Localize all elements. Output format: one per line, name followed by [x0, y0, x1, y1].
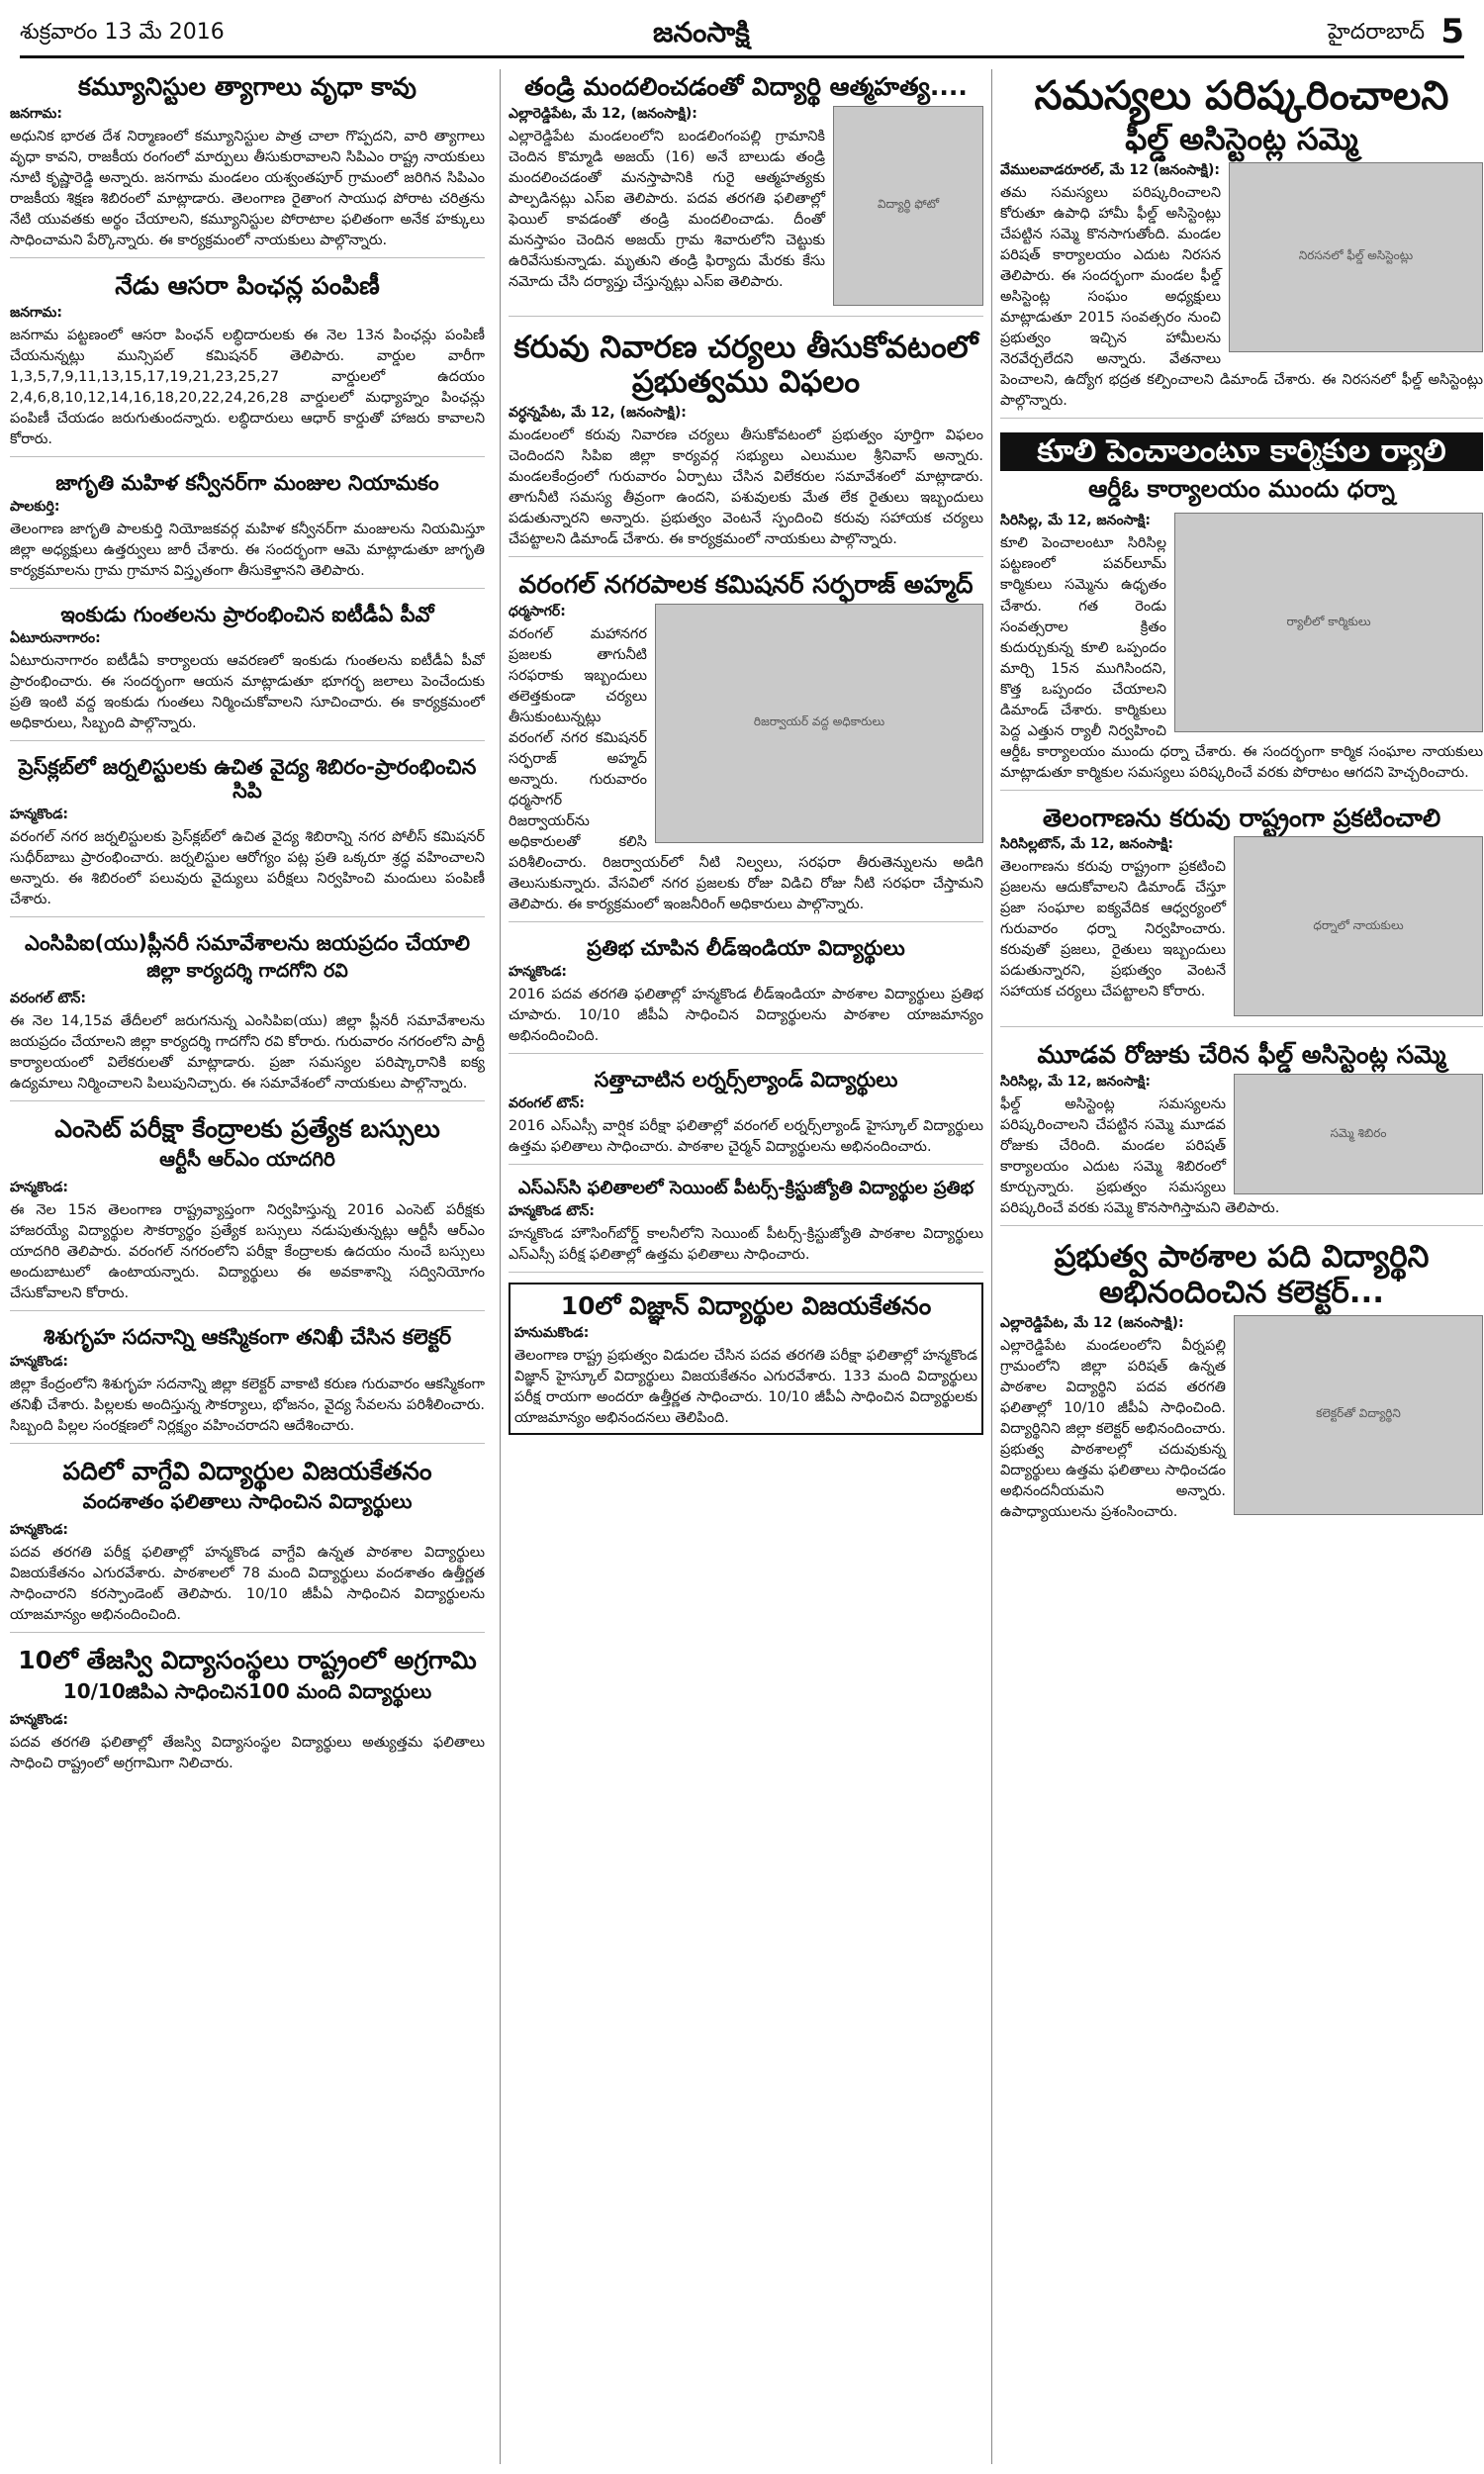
article-body: ఎల్లారెడ్డిపేట మండలంలోని వీర్నపల్లి గ్రామంలోని జిల్లా పరిషత్ ఉన్నత పాఠశాల విద్యార్థిని పదవ తరగతి ఫలితాల్లో 10/10 జీపీఏ సాధించింది. విద్యార్థినిని జిల్లా కలెక్టర్ అభినందించారు. ప్రభుత్వ పాఠశాలల్లో చదువుకున్న విద్యార్థులు ఉత్తమ ఫలితాలు సాధించడం అభినందనీయమని అన్నారు. ఉపాధ్యాయులను ప్రశంసించారు. [1000, 1337, 1226, 1520]
article-body: 2016 పదవ తరగతి ఫలితాల్లో హన్మకొండ లీడ్ఇండియా పాఠశాల విద్యార్థులు ప్రతిభ చూపారు. 10/10 జీపీఏ సాధించిన విద్యార్థులను పాఠశాల యాజమాన్యం అభినందించింది. [509, 987, 983, 1045]
subheadline: ఆర్టీసీ ఆర్ఎం యాదగిరి [159, 1147, 335, 1172]
headline: ప్రెస్‌క్లబ్‌లో జర్నలిస్టులకు ఉచిత వైద్య శిబిరం-ప్రారంభించిన సిపి [18, 755, 477, 804]
article [1000, 428, 1483, 791]
article [509, 327, 983, 557]
headline: శిశుగృహ సదనాన్ని ఆకస్మికంగా తనిఖీ చేసిన కలెక్టర్ [43, 1325, 452, 1350]
news-photo: సమ్మె శిబిరం [1234, 1074, 1483, 1194]
article [1000, 1037, 1483, 1226]
newspaper-brand: జనంసాక్షి [653, 16, 750, 48]
dateline: హనుమకొండ: [514, 1324, 590, 1341]
article-body: 2016 ఎస్ఎస్సీ వార్షిక పరీక్షా ఫలితాల్లో వరంగల్ లర్నర్స్‌ల్యాండ్ హైస్కూల్ విద్యార్థులు ఉత్తమ ఫలితాలు సాధించారు. పాఠశాల చైర్మన్ విద్యార్థులను అభినందించారు. [509, 1118, 983, 1156]
article-body: వరంగల్ నగర జర్నలిస్టులకు ప్రెస్‌క్లబ్‌లో ఉచిత వైద్య శిబిరాన్ని నగర పోలీస్ కమిషనర్ సుధీర్‌బాబు ప్రారంభించారు. జర్నలిస్టుల ఆరోగ్యం పట్ల ప్రతి ఒక్కరూ శ్రద్ధ వహించాలని అన్నారు. ఈ శిబిరంలో పలువురు వైద్యులు పరీక్షలు నిర్వహించి మందులు పంపిణీ చేశారు. [10, 829, 485, 908]
article [509, 1175, 983, 1273]
dateline: వర్ధన్నపేట, మే 12, (జనంసాక్షి): [509, 405, 687, 422]
news-photo: ర్యాలీలో కార్మికులు [1174, 513, 1483, 732]
news-photo: ధర్నాలో నాయకులు [1234, 836, 1483, 1016]
article-body: ఏటూరునాగారం ఐటీడీఏ కార్యాలయ ఆవరణలో ఇంకుడు గుంతలను ఐటీడీఏ పీవో ప్రారంభించారు. ఈ సందర్భంగా ఆయన మాట్లాడుతూ భూగర్భ జలాలు పెంచేందుకు ప్రతి ఇంటి వద్ద ఇంకుడు గుంతలు నిర్మించుకోవాలని సూచించారు. ఈ కార్యక్రమంలో అధికారులు, సిబ్బంది పాల్గొన్నారు. [10, 653, 485, 732]
headline: మూడవ రోజుకు చేరిన ఫీల్డ్ అసిస్టెంట్ల సమ్మె [1037, 1040, 1446, 1070]
headline: ఎస్ఎస్‌సి ఫలితాలలో సెయింట్ పీటర్స్-క్రిస్టుజ్యోతి విద్యార్థుల ప్రతిభ [517, 1178, 974, 1199]
headline: తెలంగాణను కరువు రాష్ట్రంగా ప్రకటించాలి [1042, 803, 1441, 832]
headline: ఎంసిపిఐ(యు)ప్లీనరీ సమావేశాలను జయప్రదం చేయాలి [25, 931, 470, 956]
article [10, 467, 485, 589]
dateline: ఎల్లారెడ్డిపేట, మే 12 (జనంసాక్షి): [1000, 1314, 1184, 1331]
headline: 10లో తేజస్వి విద్యాసంస్థలు రాష్ట్రంలో అగ్రగామి [18, 1646, 477, 1675]
article-body: ఎల్లారెడ్డిపేట మండలంలోని బండలింగంపల్లి గ్రామానికి చెందిన కొమ్మాడి అజయ్ (16) అనే బాలుడు తండ్రి మందలించడంతో మనస్తాపానికి గురై ఆత్మహత్యకు పాల్పడినట్లు ఎస్ఐ తెలిపారు. పదవ తరగతి ఫలితాల్లో ఫెయిల్ కావడంతో తండ్రి మందలించాడు. దీంతో మనస్తాపం చెందిన అజయ్ గ్రామ శివారులోని చెట్టుకు ఉరివేసుకున్నాడు. మృతుని తండ్రి ఫిర్యాదు మేరకు కేసు నమోదు చేసి దర్యాప్తు చేస్తున్నట్లు ఎస్ఐ తెలిపారు. [509, 128, 825, 290]
news-photo: కలెక్టర్‌తో విద్యార్థిని [1234, 1315, 1483, 1515]
dateline: ధర్మసాగర్: [509, 603, 566, 619]
edition-city: హైదరాబాద్ [1328, 20, 1425, 45]
dateline: వేములవాడరూరల్, మే 12 (జనంసాక్షి): [1000, 161, 1220, 178]
subheadline: ఫీల్డ్ అసిస్టెంట్ల సమ్మె [1125, 122, 1358, 157]
dateline: సిరిసిల్ల, మే 12, జనంసాక్షి: [1000, 513, 1151, 529]
article [509, 1283, 983, 1435]
dateline: సిరిసిల్ల, మే 12, జనంసాక్షి: [1000, 1074, 1151, 1091]
news-photo: విద్యార్థి ఫోటో [833, 106, 983, 306]
article-body: జనగామ పట్టణంలో ఆసరా పింఛన్ లబ్ధిదారులకు ఈ నెల 13న పింఛన్లు పంపిణీ చేయనున్నట్లు మున్సిపల్ కమిషనర్ తెలిపారు. వార్డుల వారీగా 1,3,5,7,9,11,13,15,17,19,21,23,25,27 వార్డులలో ఉదయం 2,4,6,8,10,12,14,16,18,20,22,24,26,28 వార్డులలో మధ్యాహ్నం పింఛన్లు పంపిణీ చేయడం జరుగుతుందన్నారు. లబ్ధిదారులు ఆధార్ కార్డుతో హాజరు కావాలని కోరారు. [10, 327, 485, 447]
article [10, 268, 485, 457]
subheadline: వందశాతం ఫలితాలు సాధించిన విద్యార్థులు [82, 1489, 413, 1514]
column-right [991, 69, 1483, 2464]
article-body: జిల్లా కేంద్రంలోని శిశుగృహ సదనాన్ని జిల్లా కలెక్టర్ వాకాటి కరుణ గురువారం ఆకస్మికంగా తనిఖీ చేశారు. పిల్లలకు అందిస్తున్న సౌకర్యాలు, భోజనం, వైద్య సేవలను పరిశీలించారు. సిబ్బంది పిల్లల సంరక్షణలో నిర్లక్ష్యం వహించరాదని ఆదేశించారు. [10, 1376, 485, 1434]
dateline: వరంగల్ టౌన్: [509, 1095, 585, 1112]
article-body: తమ సమస్యలు పరిష్కరించాలని కోరుతూ ఉపాధి హామీ ఫీల్డ్ అసిస్టెంట్లు చేపట్టిన సమ్మె కొనసాగుతోంది. మండల పరిషత్ కార్యాలయం ఎదుట నిరసన తెలిపారు. ఈ సందర్భంగా మండల ఫీల్డ్ అసిస్టెంట్ల సంఘం అధ్యక్షులు మాట్లాడుతూ 2015 సంవత్సరం నుంచి ప్రభుత్వం ఇచ్చిన హామీలను నెరవేర్చలేదని అన్నారు. వేతనాలు పెంచాలని, ఉద్యోగ భద్రత కల్పించాలని డిమాండ్ చేశారు. ఈ నిరసనలో ఫీల్డ్ అసిస్టెంట్లు పాల్గొన్నారు. [1000, 184, 1483, 409]
article [1000, 69, 1483, 419]
issue-date: శుక్రవారం 13 మే 2016 [20, 20, 225, 45]
article [1000, 801, 1483, 1028]
dateline: ఎల్లారెడ్డిపేట, మే 12, (జనంసాక్షి): [509, 105, 697, 122]
article [10, 599, 485, 741]
headline: కమ్యూనిస్టుల త్యాగాలు వృధా కావు [78, 72, 417, 101]
headline: తండ్రి మందలించడంతో విద్యార్థి ఆత్మహత్య.... [524, 72, 968, 101]
dateline: పాలకుర్తి: [10, 498, 60, 515]
headline: కూలి పెంచాలంటూ కార్మికుల ర్యాలి [1000, 432, 1483, 472]
article [509, 932, 983, 1054]
headline: జాగృతి మహిళ కన్వీనర్‌గా మంజుల నియామకం [55, 470, 439, 495]
article-body: అధునిక భారత దేశ నిర్మాణంలో కమ్యూనిస్టుల పాత్ర చాలా గొప్పదని, వారి త్యాగాలు వృధా కావని, రాజకీయ రంగంలో మార్పులు తీసుకురావాలని సిపిఎం రాష్ట్ర నాయకులు నూటి కృష్ణారెడ్డి అన్నారు. జనగామ మండలం యశ్వంతపూర్ గ్రామంలో జరిగిన సిపిఎం రాజకీయ శిక్షణ శిబిరంలో మాట్లాడారు. తెలంగాణ రైతాంగ సాయుధ పోరాట చరిత్రను నేటి యువతకు అర్థం చేయాలని, కమ్యూనిస్టుల పోరాటాల ఫలితంగా అనేక హక్కులు సాధించామని పేర్కొన్నారు. ఈ కార్యక్రమంలో నాయకులు పాల్గొన్నారు. [10, 128, 485, 248]
column-middle [500, 69, 983, 2464]
article-body: పదవ తరగతి పరీక్ష ఫలితాల్లో హన్మకొండ వాగ్దేవి ఉన్నత పాఠశాల విద్యార్థులు విజయకేతనం ఎగురవేశారు. పాఠశాలలో 78 మంది విద్యార్థులు వందశాతం ఉత్తీర్ణత సాధించారని కరస్పాండెంట్ తెలిపారు. 10/10 జీపీఏ సాధించిన విద్యార్థులను యాజమాన్యం అభినందించింది. [10, 1545, 485, 1624]
headline: పదిలో వాగ్దేవి విద్యార్థుల విజయకేతనం [62, 1456, 432, 1485]
dateline: హన్మకొండ: [509, 964, 568, 981]
dateline: ఏటూరునాగారం: [10, 630, 101, 647]
headline: 10లో విజ్ఞాన్ విద్యార్థుల విజయకేతనం [560, 1291, 932, 1321]
article-body: తెలంగాణ జాగృతి పాలకుర్తి నియోజకవర్గ మహిళ కన్వీనర్‌గా మంజులను నియమిస్తూ జిల్లా అధ్యక్షులు ఉత్తర్వులు జారీ చేశారు. ఈ సందర్భంగా ఆమె మాట్లాడుతూ జాగృతి కార్యక్రమాలను గ్రామ గ్రామాన విస్తృతంగా తీసుకెళ్తానని తెలిపారు. [10, 521, 485, 579]
headline: ఇంకుడు గుంతలను ప్రారంభించిన ఐటీడీఏ పీవో [60, 602, 434, 626]
article [1000, 1236, 1483, 1528]
news-photo: రిజర్వాయర్ వద్ద అధికారులు [655, 604, 983, 843]
article-body: హన్మకొండ హౌసింగ్‌బోర్డ్ కాలనీలోని సెయింట్ పీటర్స్-క్రిస్టుజ్యోతి పాఠశాల విద్యార్థులు ఎస్ఎస్సీ పరీక్ష ఫలితాల్లో ఉత్తమ ఫలితాలు సాధించారు. [509, 1226, 983, 1264]
page-number: 5 [1440, 12, 1464, 51]
dateline: హన్మకొండ: [10, 1712, 69, 1729]
article [10, 927, 485, 1100]
headline: సత్తాచాటిన లర్నర్స్‌ల్యాండ్ విద్యార్థులు [594, 1068, 898, 1093]
article [509, 567, 983, 922]
headline: వరంగల్ నగరపాలక కమిషనర్ సర్ఫరాజ్ అహ్మద్ [518, 570, 974, 600]
headline: నేడు ఆసరా పింఛన్ల పంపిణీ [115, 270, 380, 300]
dateline: సిరిసిల్లటౌన్, మే 12, జనంసాక్షి: [1000, 836, 1173, 853]
article [10, 1643, 485, 1780]
subheadline: ఆర్డీఓ కార్యాలయం ముందు ధర్నా [1088, 475, 1395, 504]
dateline: జనగామ: [10, 304, 62, 321]
article-body: ఈ నెల 15న తెలంగాణ రాష్ట్రవ్యాప్తంగా నిర్వహిస్తున్న 2016 ఎంసెట్ పరీక్షకు హాజరయ్యే విద్యార్థుల సౌకర్యార్థం ప్రత్యేక బస్సులు నడుపుతున్నట్లు ఆర్టీసీ ఆర్ఎం యాదగిరి తెలిపారు. వరంగల్ నగరంలోని పరీక్షా కేంద్రాలకు ఉదయం నుంచే బస్సులు అందుబాటులో ఉంటాయన్నారు. విద్యార్థులు ఈ అవకాశాన్ని సద్వినియోగం చేసుకోవాలని కోరారు. [10, 1202, 485, 1302]
dateline: హన్మకొండ: [10, 1522, 69, 1539]
article [10, 69, 485, 258]
dateline: హన్మకొండ టౌన్: [509, 1203, 595, 1220]
article [10, 1454, 485, 1634]
subheadline: 10/10జిపిఎ సాధించిన100 మంది విద్యార్థులు [62, 1679, 432, 1704]
article-body: మండలంలో కరువు నివారణ చర్యలు తీసుకోవటంలో ప్రభుత్వం పూర్తిగా విఫలం చెందిందని సిపిఐ జిల్లా కార్యవర్గ సభ్యులు ఎలుముల శ్రీనివాస్ అన్నారు. మండలకేంద్రంలో గురువారం ఏర్పాటు చేసిన విలేకరుల సమావేశంలో మాట్లాడారు. తాగునీటి సమస్య తీవ్రంగా ఉందని, పశువులకు మేత లేక రైతులు ఇబ్బందులు పడుతున్నారని అన్నారు. ప్రభుత్వం వెంటనే స్పందించి కరువు సహాయక చర్యలు చేపట్టాలని డిమాండ్ చేశారు. ఈ కార్యక్రమంలో నాయకులు పాల్గొన్నారు. [509, 428, 983, 548]
article [509, 69, 983, 317]
article-body: కూలి పెంచాలంటూ సిరిసిల్ల పట్టణంలో పవర్‌లూమ్ కార్మికులు సమ్మెను ఉధృతం చేశారు. గత రెండు సంవత్సరాల క్రితం కుదుర్చుకున్న కూలి ఒప్పందం మార్చి 15న ముగిసిందని, కొత్త ఒప్పందం చేయాలని డిమాండ్ చేశారు. కార్మికులు పెద్ద ఎత్తున ర్యాలీ నిర్వహించి ఆర్డీఓ కార్యాలయం ముందు ధర్నా చేశారు. ఈ సందర్భంగా కార్మిక సంఘాల నాయకులు మాట్లాడుతూ కార్మికుల సమస్యలు పరిష్కరించే వరకు పోరాటం ఆగదని హెచ్చరించారు. [1000, 535, 1483, 781]
headline: ప్రతిభ చూపిన లీడ్ఇండియా విద్యార్థులు [587, 936, 905, 961]
dateline: హన్మకొండ: [10, 1353, 69, 1370]
dateline: హన్మకొండ: [10, 1180, 69, 1196]
column-left [10, 69, 485, 2464]
dateline: జనగామ: [10, 105, 62, 122]
article [10, 1321, 485, 1443]
masthead [20, 12, 1464, 58]
news-photo: నిరసనలో ఫీల్డ్ అసిస్టెంట్లు [1229, 162, 1483, 352]
subheadline: జిల్లా కార్యదర్శి గాదగోని రవి [146, 959, 348, 982]
article [10, 751, 485, 917]
article-body: తెలంగాణను కరువు రాష్ట్రంగా ప్రకటించి ప్రజలను ఆదుకోవాలని డిమాండ్ చేస్తూ ప్రజా సంఘాల ఐక్యవేదిక ఆధ్వర్యంలో గురువారం ధర్నా నిర్వహించారు. కరువుతో ప్రజలు, రైతులు ఇబ్బందులు పడుతున్నారని, ప్రభుత్వం వెంటనే సహాయక చర్యలు చేపట్టాలని కోరారు. [1000, 859, 1226, 1000]
dateline: వరంగల్ టౌన్: [10, 990, 86, 1006]
article-body: తెలంగాణ రాష్ట్ర ప్రభుత్వం విడుదల చేసిన పదవ తరగతి పరీక్షా ఫలితాల్లో హన్మకొండ విజ్ఞాన్ హైస్కూల్ విద్యార్థులు విజయకేతనం ఎగురవేశారు. 133 మంది విద్యార్థులు పరీక్ష రాయగా అందరూ ఉత్తీర్ణత సాధించారు. 10/10 జీపీఏ సాధించిన విద్యార్థులకు యాజమాన్యం అభినందనలు తెలిపింది. [514, 1347, 977, 1426]
article-body: ఈ నెల 14,15వ తేదీలలో జరుగనున్న ఎంసిపిఐ(యు) జిల్లా ప్లీనరీ సమావేశాలను జయప్రదం చేయాలని జిల్లా కార్యదర్శి గాదగోని రవి కోరారు. గురువారం నగరంలోని పార్టీ కార్యాలయంలో విలేకరులతో మాట్లాడారు. ప్రజా సమస్యల పరిష్కారానికి ఐక్య ఉద్యమాలు నిర్మించాలని పిలుపునిచ్చారు. ఈ సమావేశంలో నాయకులు పాల్గొన్నారు. [10, 1012, 485, 1092]
article [509, 1064, 983, 1165]
headline: ప్రభుత్వ పాఠశాల పది విద్యార్థిని అభినందించిన కలెక్టర్... [1054, 1239, 1430, 1310]
headline: కరువు నివారణ చర్యలు తీసుకోవటంలో ప్రభుత్వము విఫలం [513, 329, 978, 401]
article-body: ఫీల్డ్ అసిస్టెంట్ల సమస్యలను పరిష్కరించాలని చేపట్టిన సమ్మె మూడవ రోజుకు చేరింది. మండల పరిషత్ కార్యాలయం ఎదుట సమ్మె శిబిరంలో కూర్చున్నారు. ప్రభుత్వం సమస్యలు పరిష్కరించే వరకు సమ్మె కొనసాగిస్తామని తెలిపారు. [1000, 1096, 1280, 1217]
article-body: పదవ తరగతి ఫలితాల్లో తేజస్వి విద్యాసంస్థల విద్యార్థులు అత్యుత్తమ ఫలితాలు సాధించి రాష్ట్రంలో అగ్రగామిగా నిలిచారు. [10, 1735, 485, 1772]
dateline: హన్మకొండ: [10, 807, 69, 823]
headline: ఎంసెట్ పరీక్షా కేంద్రాలకు ప్రత్యేక బస్సులు [54, 1113, 440, 1143]
article [10, 1111, 485, 1312]
headline: సమస్యలు పరిష్కరించాలని [1034, 73, 1449, 119]
article-body: వరంగల్ మహానగర ప్రజలకు తాగునీటి సరఫరాకు ఇబ్బందులు తలెత్తకుండా చర్యలు తీసుకుంటున్నట్లు వరంగల్ నగర కమిషనర్ సర్ఫరాజ్ అహ్మద్ అన్నారు. గురువారం ధర్మసాగర్ రిజర్వాయర్‌ను అధికారులతో కలిసి పరిశీలించారు. రిజర్వాయర్‌లో నీటి నిల్వలు, సరఫరా తీరుతెన్నులను అడిగి తెలుసుకున్నారు. వేసవిలో నగర ప్రజలకు రోజు విడిచి రోజు నీటి సరఫరా చేస్తామని తెలిపారు. ఈ కార్యక్రమంలో ఇంజనీరింగ్ అధికారులు పాల్గొన్నారు. [509, 625, 983, 913]
